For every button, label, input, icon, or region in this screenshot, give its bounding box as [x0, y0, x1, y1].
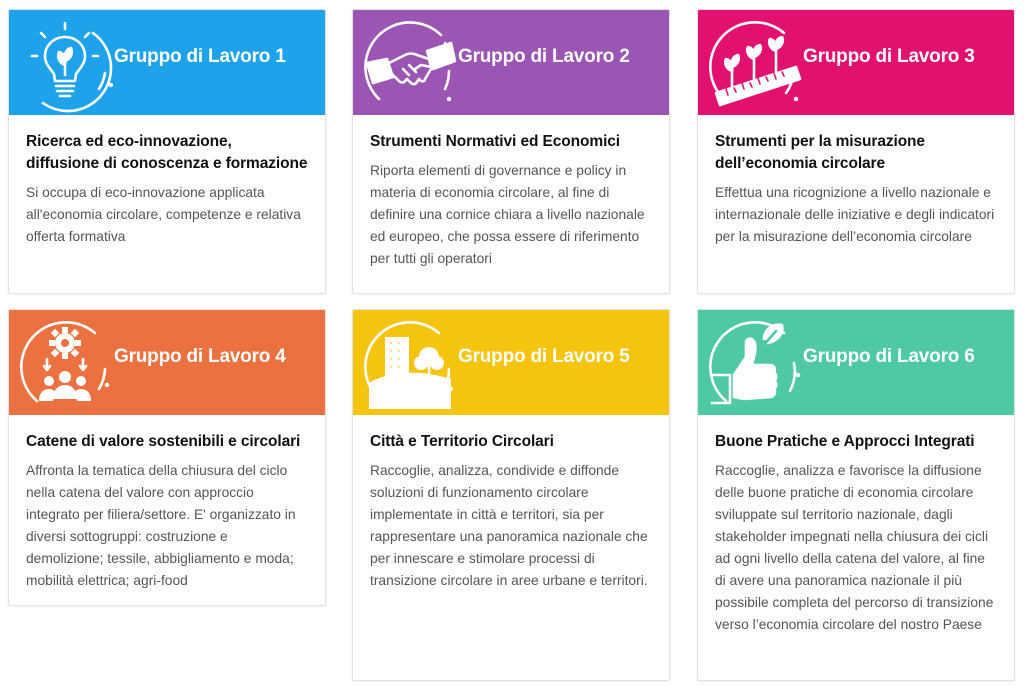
ruler-sprouts-icon: [704, 13, 804, 113]
card-header: [698, 310, 1014, 415]
card-gruppo-2[interactable]: [352, 9, 670, 294]
card-gruppo-4[interactable]: [8, 309, 326, 606]
card-body: [353, 115, 669, 282]
card-gruppo-5[interactable]: [352, 309, 670, 681]
card-body: [9, 415, 325, 604]
card-gruppo-3[interactable]: [697, 9, 1015, 294]
card-header: [353, 310, 669, 415]
card-header: [698, 10, 1014, 115]
card-group-title: Gruppo di Lavoro 2: [458, 46, 630, 67]
card-description: Affronta la tematica della chiusura del ciclo nella catena del valore con approccio integrato per filiera/settore. E' organizzato in diversi sottogruppi: costruzione e demolizione; tessile, abbigliamento e moda; mobilità elettrica; agri-food: [26, 463, 296, 588]
card-group-title: Gruppo di Lavoro 3: [803, 46, 975, 67]
card-description: Raccoglie, analizza, condivide e diffonde soluzioni di funzionamento circolare implementate in città e territori, sia per rappresentare una panoramica nazionale che per innescare e stimolare processi di transizione circolare in aree urbane e territori.: [370, 463, 648, 588]
card-body: [698, 415, 1014, 648]
card-body: [698, 115, 1014, 260]
card-header: [353, 10, 669, 115]
card-group-title: Gruppo di Lavoro 4: [114, 346, 286, 367]
gear-people-icon: [15, 313, 115, 413]
card-header: [9, 310, 325, 415]
card-subtitle: Buone Pratiche e Approcci Integrati: [715, 433, 975, 450]
card-subtitle: Strumenti per la misurazione dell’economia circolare: [715, 133, 925, 172]
card-description: Raccoglie, analizza e favorisce la diffusione delle buone pratiche di economia circolare sviluppate sul territorio nazionale, dagli stakeholder impegnati nella chiusura dei cicli ad ogni livello della catena del valore, al fine di avere una panoramica nazionale il più possibile completa del percorso di transizione verso l’economia circolare del nostro Paese: [715, 463, 994, 632]
city-tree-icon: [359, 313, 459, 413]
card-gruppo-6[interactable]: [697, 309, 1015, 681]
card-subtitle: Strumenti Normativi ed Economici: [370, 133, 621, 150]
card-gruppo-1[interactable]: [8, 9, 326, 294]
card-group-title: Gruppo di Lavoro 6: [803, 346, 975, 367]
card-subtitle: Città e Territorio Circolari: [370, 433, 554, 450]
card-group-title: Gruppo di Lavoro 1: [114, 46, 286, 67]
card-group-title: Gruppo di Lavoro 5: [458, 346, 630, 367]
lightbulb-icon: [15, 13, 115, 113]
card-body: [9, 115, 325, 260]
handshake-icon: [359, 13, 459, 113]
card-subtitle: Ricerca ed eco-innovazione, diffusione di conoscenza e formazione: [26, 133, 308, 172]
card-description: Riporta elementi di governance e policy in materia di economia circolare, al fine di definire una cornice chiara a livello nazionale ed europeo, che possa essere di riferimento per tutti gli operatori: [370, 163, 645, 266]
card-header: [9, 10, 325, 115]
card-description: Si occupa di eco-innovazione applicata all'economia circolare, competenze e relativa offerta formativa: [26, 185, 301, 244]
card-subtitle: Catene di valore sostenibili e circolari: [26, 433, 301, 450]
card-description: Effettua una ricognizione a livello nazionale e internazionale delle iniziative e degli indicatori per la misurazione dell’economia circolare: [715, 185, 995, 244]
card-body: [353, 415, 669, 604]
thumbs-up-icon: [704, 313, 804, 413]
